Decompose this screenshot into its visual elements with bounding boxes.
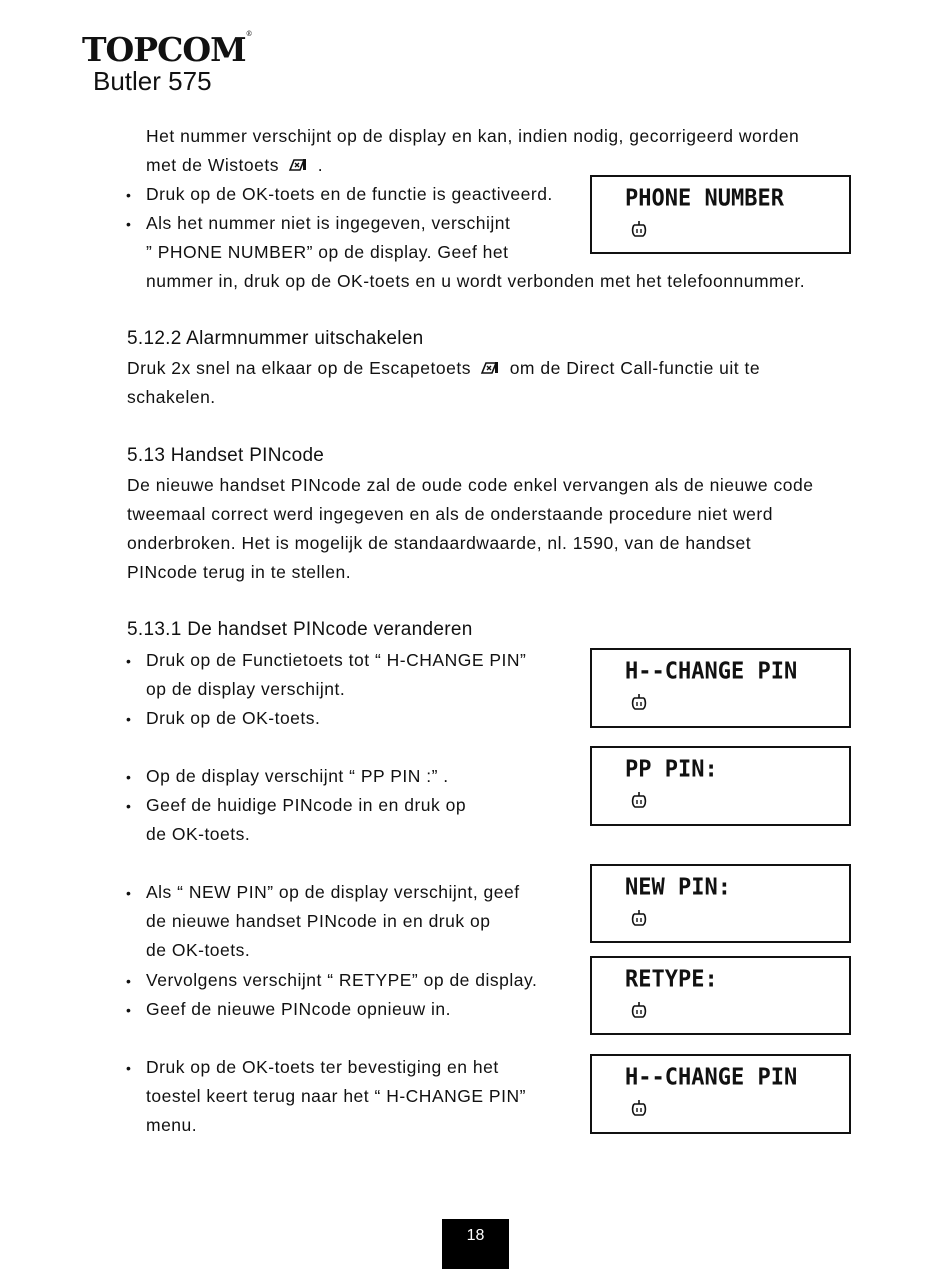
section-heading-5-13: 5.13 Handset PINcode [127, 445, 325, 466]
brand-logo: TOPCOM® [82, 30, 252, 69]
bullet: • [126, 711, 132, 727]
step-line: Geef de nieuwe PINcode opnieuw in. [146, 999, 451, 1019]
section-heading-5-13-1: 5.13.1 De handset PINcode veranderen [127, 619, 473, 640]
bullet: • [126, 216, 132, 232]
handset-indicator-icon [630, 1098, 648, 1118]
lcd-text: PHONE NUMBER [625, 185, 784, 212]
lcd-display-change-pin [590, 648, 851, 728]
intro-bullet-2-line-1: Als het nummer niet is ingegeven, verschijnt [146, 213, 511, 233]
step-line: Druk op de Functietoets tot “ H-CHANGE PIN” [146, 650, 527, 670]
lcd-display-change-pin-final [590, 1054, 851, 1134]
step-line: de nieuwe handset PINcode in en druk op [146, 911, 491, 931]
lcd-text: H--CHANGE PIN [625, 658, 798, 685]
model-name: Butler 575 [93, 66, 212, 96]
lcd-display-retype [590, 956, 851, 1035]
bullet: • [126, 1060, 132, 1076]
lcd-text: RETYPE: [625, 966, 718, 993]
step-line: Op de display verschijnt “ PP PIN :” . [146, 766, 449, 786]
handset-indicator-icon [630, 908, 648, 928]
s513-line-4: PINcode terug in te stellen. [127, 562, 352, 582]
lcd-display-pp-pin [590, 746, 851, 826]
lcd-display-phone-number [590, 175, 851, 254]
lcd-display-new-pin [590, 864, 851, 943]
handset-indicator-icon [630, 219, 648, 239]
step-line: Druk op de OK-toets. [146, 708, 321, 728]
bullet: • [126, 769, 132, 785]
s513-line-1: De nieuwe handset PINcode zal de oude code enkel vervangen als de nieuwe code [127, 475, 814, 495]
bullet: • [126, 187, 132, 203]
step-line: Geef de huidige PINcode in en druk op [146, 795, 467, 815]
lcd-text: NEW PIN: [625, 874, 731, 901]
s513-line-2: tweemaal correct werd ingegeven en als de onderstaande procedure niet werd [127, 504, 773, 524]
lcd-text: PP PIN: [625, 756, 718, 783]
section-heading-5-12-2: 5.12.2 Alarmnummer uitschakelen [127, 328, 424, 349]
handset-indicator-icon [630, 1000, 648, 1020]
lcd-text: H--CHANGE PIN [625, 1064, 798, 1091]
bullet: • [126, 653, 132, 669]
escape-key-icon [288, 157, 308, 173]
step-line: menu. [146, 1115, 198, 1135]
intro-bullet-2-line-2: ” PHONE NUMBER” op de display. Geef het [146, 242, 509, 262]
intro-bullet-1: Druk op de OK-toets en de functie is geactiveerd. [146, 184, 553, 204]
bullet: • [126, 973, 132, 989]
handset-indicator-icon [630, 692, 648, 712]
bullet: • [126, 1002, 132, 1018]
step-line: Druk op de OK-toets ter bevestiging en het [146, 1057, 499, 1077]
escape-key-icon [480, 360, 500, 376]
handset-indicator-icon [630, 790, 648, 810]
s513-line-3: onderbroken. Het is mogelijk de standaardwaarde, nl. 1590, van de handset [127, 533, 752, 553]
step-line: toestel keert terug naar het “ H-CHANGE PIN” [146, 1086, 526, 1106]
step-line: de OK-toets. [146, 940, 251, 960]
intro-bullet-2-line-3: nummer in, druk op de OK-toets en u wordt verbonden met het telefoonnummer. [146, 271, 806, 291]
intro-line-1: Het nummer verschijnt op de display en kan, indien nodig, gecorrigeerd worden [146, 126, 800, 146]
step-line: op de display verschijnt. [146, 679, 346, 699]
step-line: de OK-toets. [146, 824, 251, 844]
intro-line-2: met de Wistoets . [146, 155, 324, 175]
bullet: • [126, 885, 132, 901]
page-number: 18 [442, 1219, 509, 1269]
step-line: Als “ NEW PIN” op de display verschijnt, geef [146, 882, 520, 902]
bullet: • [126, 798, 132, 814]
s5122-line-1: Druk 2x snel na elkaar op de Escapetoets om de Direct Call-functie uit te [127, 358, 761, 378]
step-line: Vervolgens verschijnt “ RETYPE” op de display. [146, 970, 538, 990]
s5122-line-2: schakelen. [127, 387, 216, 407]
